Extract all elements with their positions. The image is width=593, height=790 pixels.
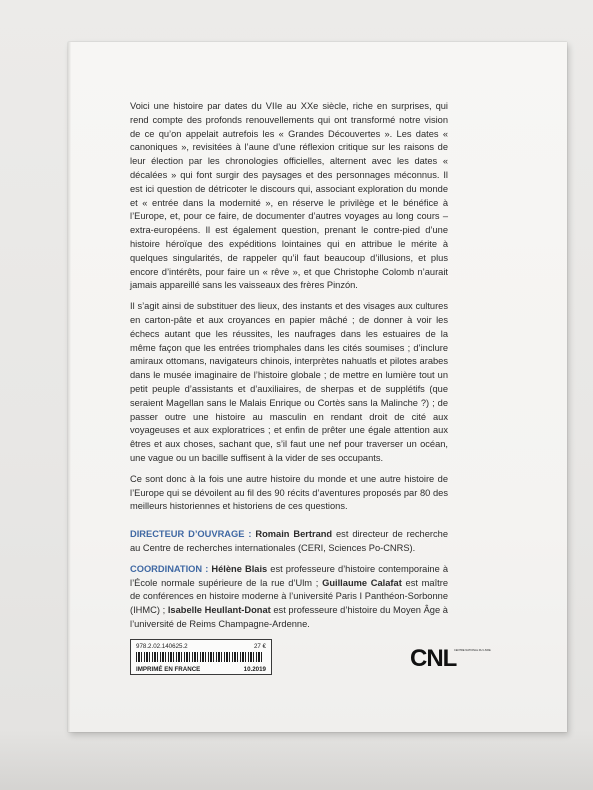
coordination-label: COORDINATION :	[130, 563, 209, 574]
blurb-paragraph-3: Ce sont donc à la fois une autre histoire du monde et une autre histoire de l’Europe qui se dévoilent au fil des 90 récits d’aventures proposés par 80 des meilleurs historiennes et historiens de ces questions.	[130, 473, 448, 512]
blurb-paragraph-2: Il s’agit ainsi de substituer des lieux, des instants et des visages aux cultures en carton-pâte et aux croyances en papier mâché ; de donner à voir les échecs autant que les réussites, les naufrages dans les estuaires de la même façon que les entrées triomphales dans les cités soumises ; d’inclure amiraux ottomans, navigateurs chinois, interprètes nahuatls et pilotes arabes dans le musée imaginaire de l’histoire globale ; de mettre en lumière tout un petit peuple d’assistants et d’auxiliaires, de sherpas et de supplétifs (que seraient Magellan sans le Malais Enrique ou Cortès sans la Malinche ?) ; de passer outre une histoire au masculin en rendant droit de cité aux voyageuses et aux exploratrices ; et enfin de prêter une égale attention aux êtres et aux choses, sachant que, s’il faut une nef pour traverser un océan, une vague ou un bacille suffisent à la vider de ses occupants.	[130, 301, 448, 463]
director-name: Romain Bertrand	[255, 529, 333, 540]
barcode-bars	[136, 652, 264, 662]
coordination-credit	[130, 563, 448, 632]
isbn-number: 978.2.02.140625.2	[136, 643, 188, 650]
director-credit	[130, 528, 448, 556]
printed-in-label: IMPRIMÉ EN FRANCE	[136, 666, 201, 673]
blurb-text-block	[130, 100, 448, 632]
table-shadow	[0, 730, 593, 790]
print-date: 10.2019	[243, 666, 266, 673]
coordinator-name-1: Hélène Blais	[211, 563, 268, 574]
cnl-logo	[410, 642, 491, 672]
book-back-cover	[68, 42, 567, 732]
spine-edge	[68, 42, 71, 732]
coordinator-text-3: est professeure d’histoire du Moyen Âge à l’université de Reims Champagne-Ardenne.	[130, 605, 448, 629]
director-label: DIRECTEUR D’OUVRAGE :	[130, 529, 252, 540]
coordinator-name-2: Guillaume Calafat	[322, 577, 402, 588]
director-text: est directeur de recherche au Centre de recherches internationales (CERI, Sciences Po-CNRS).	[130, 529, 448, 553]
cnl-logo-subtext: CENTRE NATIONAL DU LIVRE	[454, 649, 491, 652]
coordinator-text-1: est professeure d’histoire contemporaine à l’École normale supérieure de la rue d’Ulm ;	[130, 563, 448, 588]
coordinator-text-2: est maître de conférences en histoire moderne à l’université Paris I Panthéon-Sorbonne (IHMC) ;	[130, 577, 449, 616]
price: 27 €	[253, 643, 266, 650]
blurb-paragraph-1: Voici une histoire par dates du VIIe au XXe siècle, riche en surprises, qui rend compte des profonds renouvellements qui ont transformé notre vision de ce qu’on appelait autrefois les « Grandes Découvertes ». Les dates « canoniques », revisitées à l’aune d’une réflexion critique sur les raisons de leur élection par les chronologies officielles, alternent avec les dates « décalées » qui font surgir des paysages et des personnages méconnus. Il est ici question de détricoter le discours qui, associant exploration du monde et « entrée dans la modernité », en réserve le privilège et le bénéfice à l’Europe, et, pour ce faire, de documenter d’autres voyages au long cours – extra-européens. Il est également question, prenant le contre-pied d’une histoire héroïque des expéditions lointaines qui en attribue le mérite à quelques singularités, de rappeler qu’il faut beaucoup d’illusions, et plus encore d’intérêts, pour faire un « rêve », et que Christophe Colomb n’aurait jamais appareillé sans les vaisseaux des frères Pinzón.	[130, 101, 448, 291]
cnl-logo-text: CNL	[410, 645, 457, 672]
barcode-label	[130, 639, 272, 675]
coordinator-name-3: Isabelle Heullant-Donat	[167, 605, 271, 616]
